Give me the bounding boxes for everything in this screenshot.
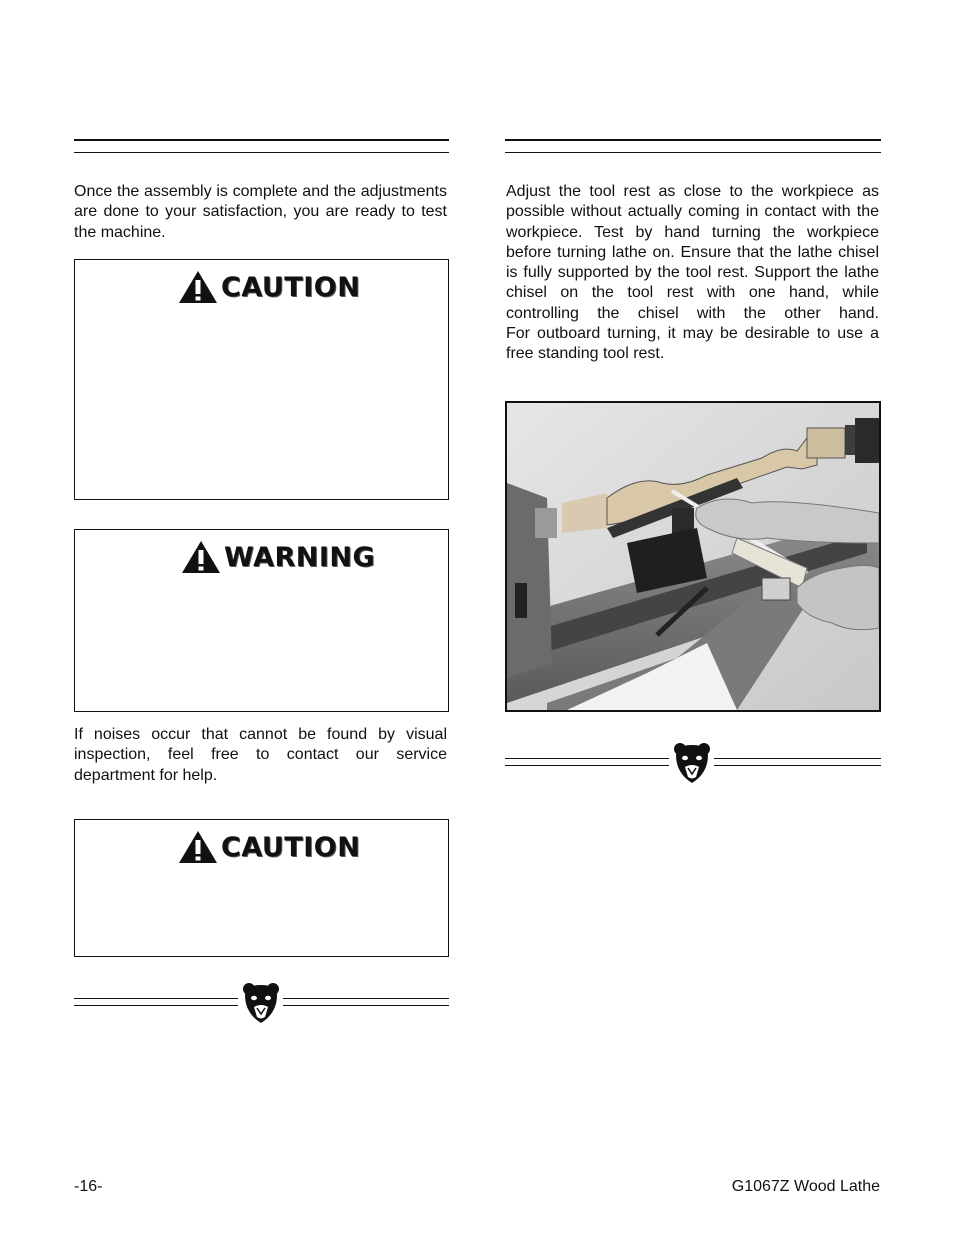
section-end-mark-left bbox=[74, 981, 449, 1027]
warning-triangle-icon bbox=[178, 830, 218, 864]
caution-label: CAUTION bbox=[221, 271, 361, 303]
lathe-photo bbox=[505, 401, 881, 712]
caution-box-2 bbox=[74, 819, 449, 957]
intro-paragraph: Once the assembly is complete and the adjustments are done to your satisfaction, you are ready to test the machine. bbox=[74, 183, 447, 241]
bear-head-logo-icon bbox=[241, 981, 281, 1025]
warning-box bbox=[74, 529, 449, 712]
noise-paragraph: If noises occur that cannot be found by visual inspection, feel free to contact our service department for help. bbox=[74, 726, 447, 784]
caution-label: CAUTION bbox=[221, 831, 361, 863]
model-name: G1067Z Wood Lathe bbox=[731, 1178, 880, 1195]
caution-box-1 bbox=[74, 259, 449, 500]
warning-triangle-icon bbox=[181, 540, 221, 574]
section-end-mark-right bbox=[505, 741, 881, 787]
warning-label: WARNING bbox=[224, 541, 376, 573]
page-number: -16- bbox=[74, 1178, 103, 1195]
bear-head-logo-icon bbox=[672, 741, 712, 785]
section-rule-right bbox=[505, 139, 881, 153]
lathe-illustration bbox=[507, 403, 879, 710]
tool-rest-paragraph: Adjust the tool rest as close to the workpiece as possible without actually coming in contact with the workpiece. Test by hand turning the workpiece before turning lathe on. Ensure that the lathe chisel is fully supported by the tool rest. Support the lathe chisel on the tool rest with one hand, while controlling the chisel with the other hand. For outboard turning, it may be desirable to use a free standing tool rest. bbox=[506, 183, 942, 363]
warning-triangle-icon bbox=[178, 270, 218, 304]
section-rule-left bbox=[74, 139, 449, 153]
